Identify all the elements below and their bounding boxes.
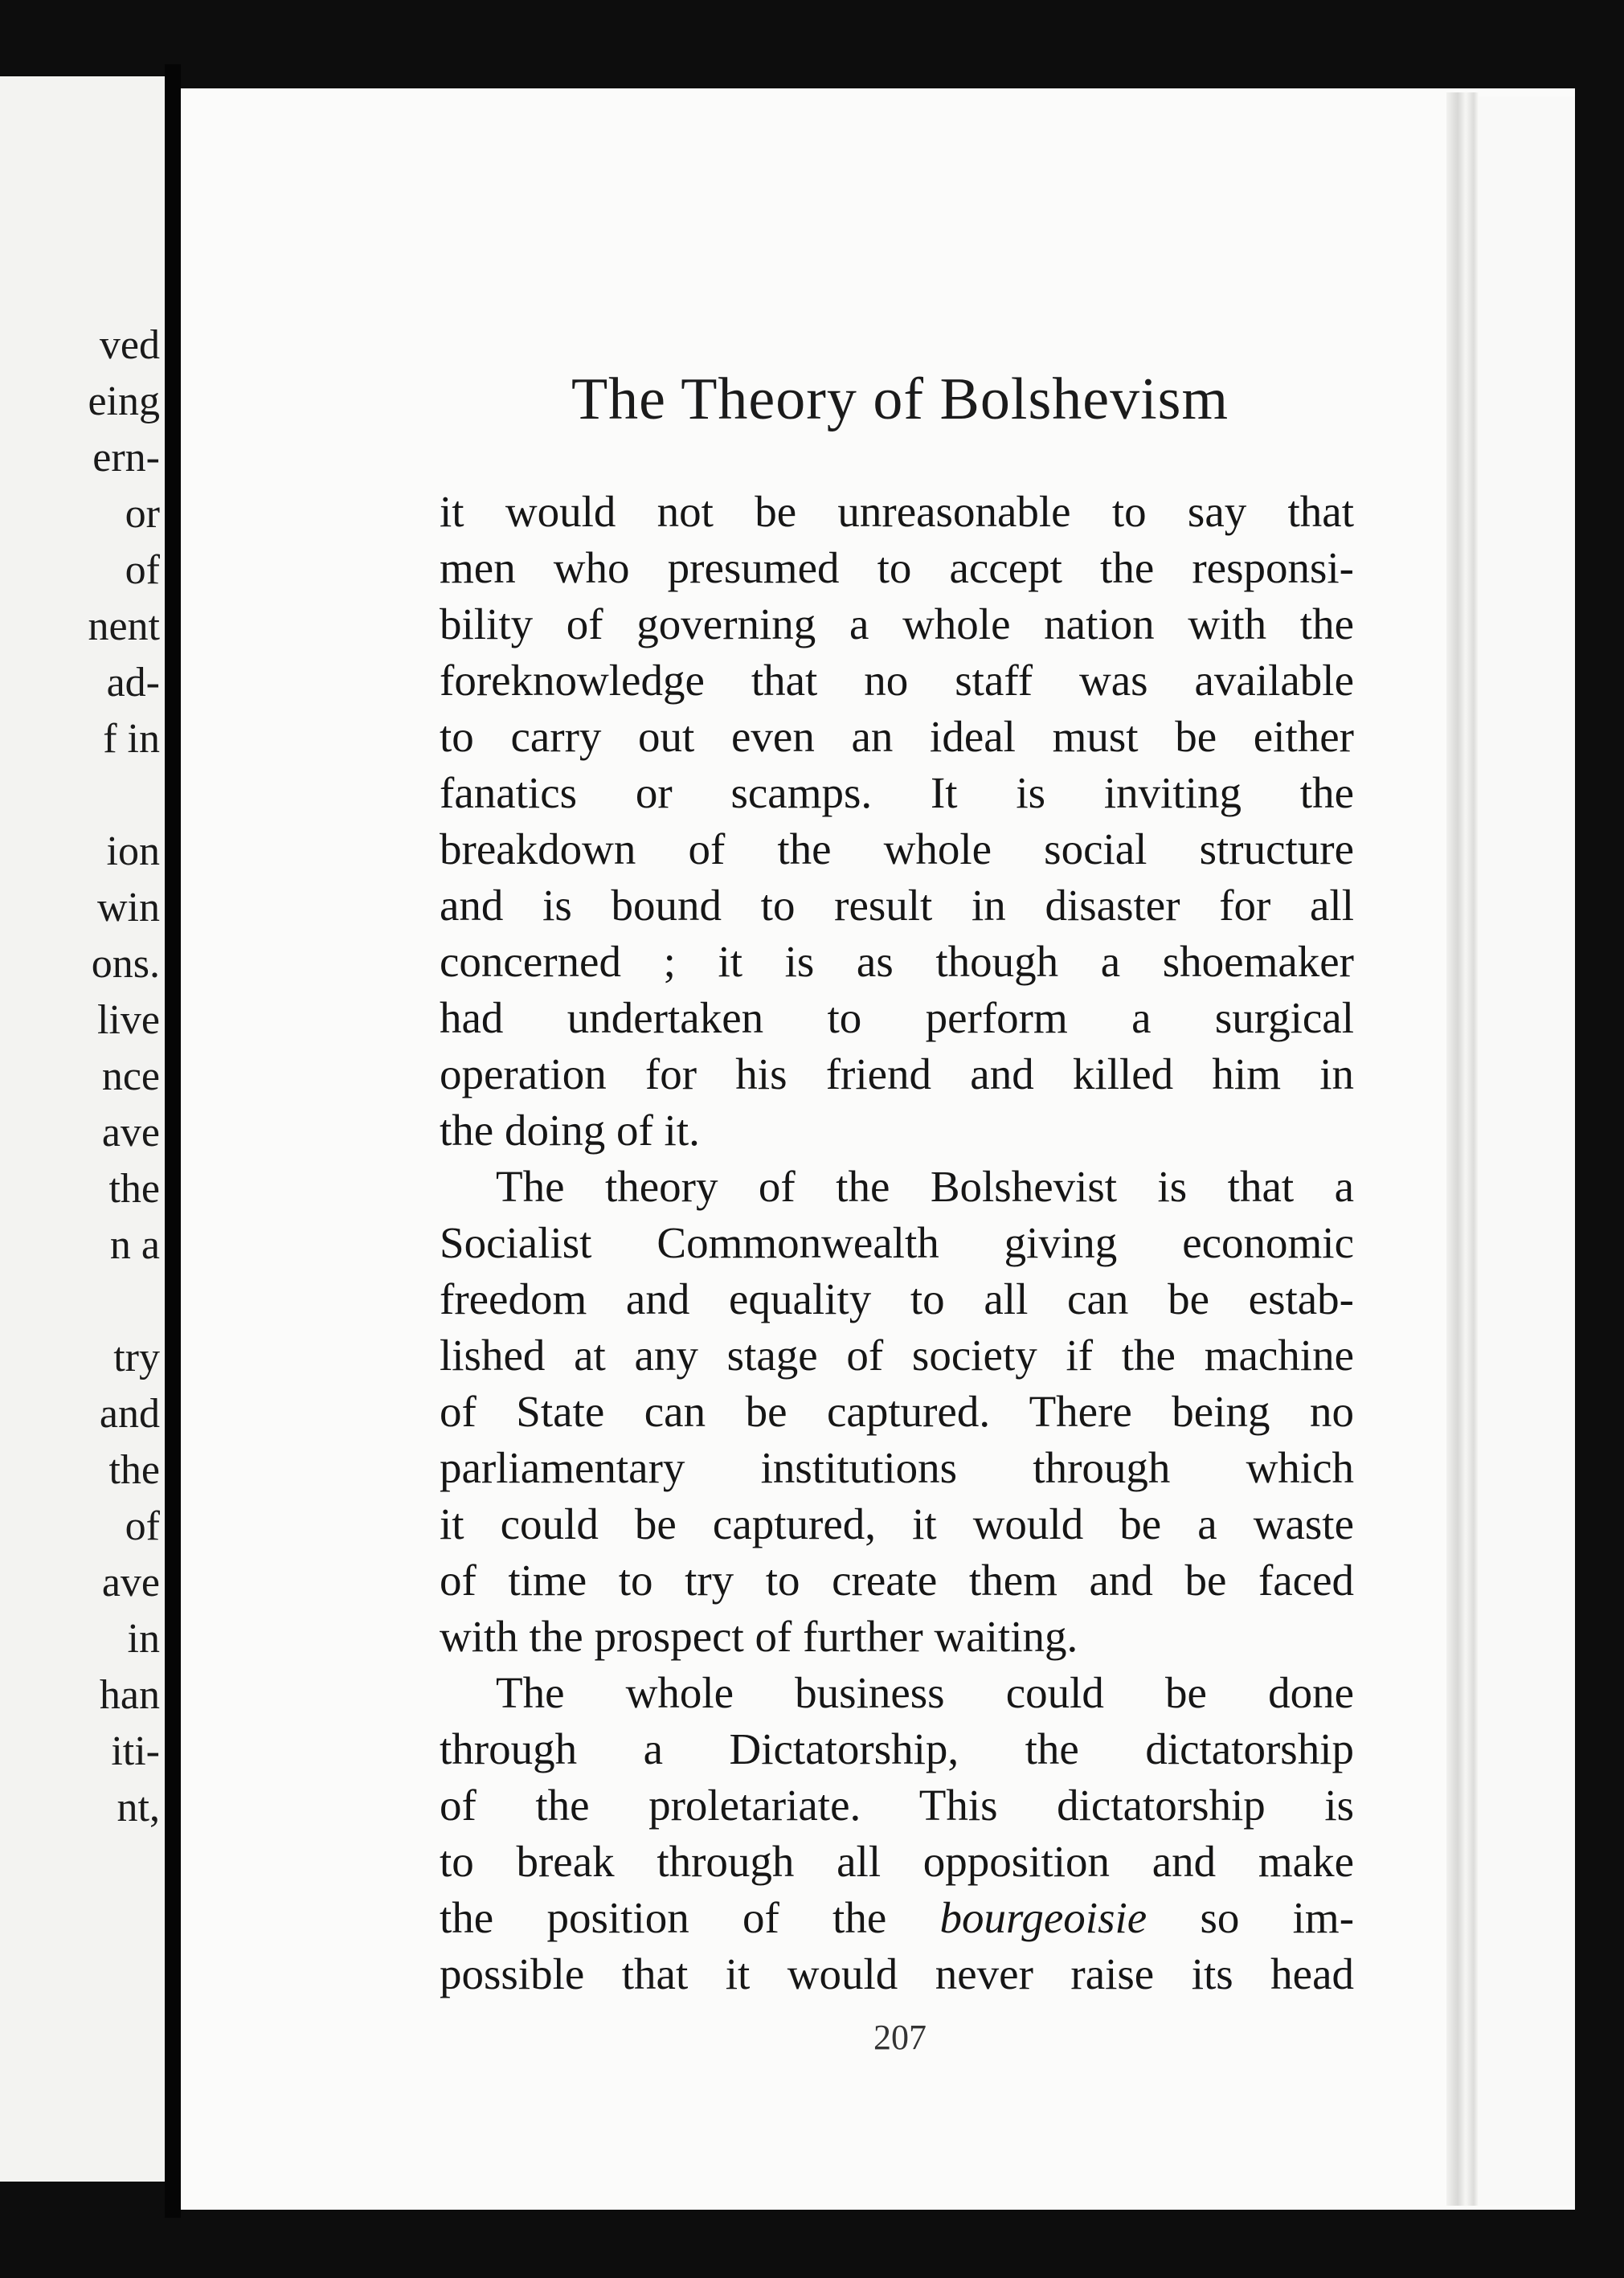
text-line: of State can be captured. There being no (440, 1387, 1354, 1436)
facing-page-fragment: of (125, 1503, 160, 1549)
facing-page-fragment: nt, (117, 1785, 160, 1830)
facing-page-fragment: or (125, 491, 160, 537)
facing-page-fragment: iti- (111, 1728, 160, 1774)
facing-page-fragment: the (108, 1447, 160, 1493)
text-line: foreknowledge that no staff was available (440, 656, 1354, 705)
text-line: of time to try to create them and be faced (440, 1556, 1354, 1605)
text-line: operation for his friend and killed him in (440, 1049, 1354, 1098)
text-line: possible that it would never raise its head (440, 1949, 1354, 1998)
facing-page-fragment: live (97, 997, 160, 1043)
page-edge-shading (1446, 92, 1479, 2206)
body-text (440, 484, 1354, 2002)
facing-page-fragment: ave (101, 1110, 160, 1155)
text-line: The theory of the Bolshevist is that a (496, 1162, 1354, 1211)
paragraph-3 (440, 1665, 1354, 2002)
facing-page-fragment: ons. (91, 941, 160, 987)
text-line: concerned ; it is as though a shoemaker (440, 937, 1354, 986)
facing-page-fragment: win (97, 885, 160, 930)
text-line: Socialist Commonwealth giving economic (440, 1218, 1354, 1267)
text-line: bility of governing a whole nation with the (440, 599, 1354, 648)
text-line: men who presumed to accept the responsi- (440, 543, 1354, 592)
text-line-with-italic (440, 1890, 1354, 1946)
text-line: The whole business could be done (496, 1668, 1354, 1717)
facing-page-fragment: eing (88, 378, 160, 424)
text-line: freedom and equality to all can be estab- (440, 1274, 1354, 1323)
text-run: the position of the (440, 1893, 940, 1942)
page-number: 207 (873, 2018, 927, 2057)
facing-page-fragment: and (99, 1391, 160, 1437)
facing-page-fragment: the (108, 1166, 160, 1212)
text-line: parliamentary institutions through which (440, 1443, 1354, 1492)
italic-term: bourgeoisie (939, 1893, 1147, 1942)
text-line: it could be captured, it would be a waste (440, 1499, 1354, 1548)
facing-page-fragment: ern- (92, 435, 160, 481)
text-run: so im- (1147, 1893, 1355, 1942)
facing-page-fragment: try (113, 1335, 160, 1380)
text-line: lished at any stage of society if the machine (440, 1331, 1354, 1380)
facing-page-fragment: n a (109, 1222, 160, 1268)
text-line: fanatics or scamps. It is inviting the (440, 768, 1354, 817)
facing-page-fragment: in (127, 1616, 160, 1662)
paragraph-1 (440, 484, 1354, 1159)
facing-page-fragment: ad- (106, 660, 160, 705)
paragraph-2 (440, 1159, 1354, 1665)
facing-page-fragment: han (99, 1672, 160, 1718)
facing-page-fragment: ved (99, 322, 160, 368)
text-line: through a Dictatorship, the dictatorship (440, 1724, 1354, 1773)
text-line: with the prospect of further waiting. (440, 1612, 1078, 1661)
facing-page-fragment: f in (103, 716, 160, 762)
facing-page-left (0, 76, 165, 2182)
facing-page-fragment: ave (101, 1560, 160, 1605)
facing-page-fragment: of (125, 547, 160, 593)
text-line: and is bound to result in disaster for all (440, 881, 1354, 930)
facing-page-fragment: nce (101, 1053, 160, 1099)
text-line: it would not be unreasonable to say that (440, 487, 1354, 536)
text-line: to break through all opposition and make (440, 1837, 1354, 1886)
book-gutter (165, 64, 181, 2218)
page-edge-margin (1479, 96, 1575, 2206)
facing-page-fragment: nent (88, 603, 160, 649)
facing-page-fragment: ion (106, 828, 160, 874)
text-line: of the proletariate. This dictatorship is (440, 1781, 1354, 1830)
text-line: to carry out even an ideal must be either (440, 712, 1354, 761)
text-line: had undertaken to perform a surgical (440, 993, 1354, 1042)
book-page (181, 88, 1575, 2210)
text-line: breakdown of the whole social structure (440, 824, 1354, 873)
running-head: The Theory of Bolshevism (571, 366, 1229, 432)
text-line: the doing of it. (440, 1106, 700, 1155)
